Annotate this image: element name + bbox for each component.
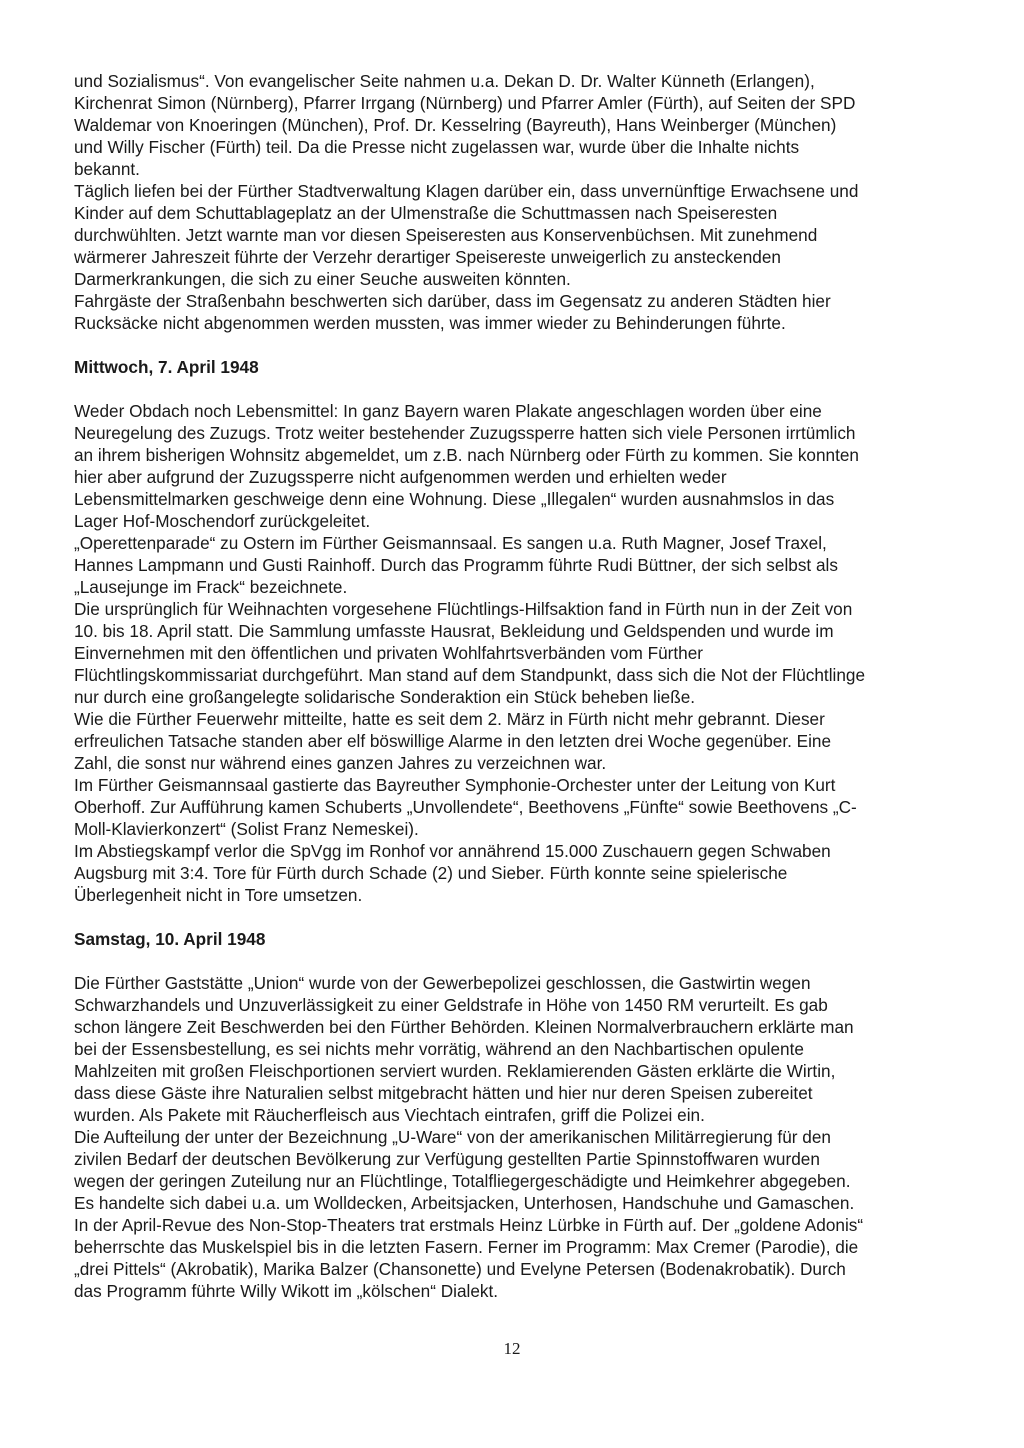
paragraph: Im Fürther Geismannsaal gastierte das Bayreuther Symphonie-Orchester unter der Leitung von Kurt Oberhoff. Zur Aufführung kamen Schuberts „Unvollendete“, Beethovens „Fünfte“ sowie Beethovens „C- Moll-Klavierkonzert“ (Solist Franz Nemeskei). [74, 775, 857, 839]
paragraph: Weder Obdach noch Lebensmittel: In ganz Bayern waren Plakate angeschlagen worden über eine Neuregelung des Zuzugs. Trotz weiter bestehender Zuzugssperre hatten sich viele Personen irrtümlich an ihrem bisherigen Wohnsitz abgemeldet, um z.B. nach Nürnberg oder Fürth zu kommen. Sie konnten hier aber aufgrund der Zuzugssperre nicht aufgenommen werden und erhielten weder Lebensmittelmarken geschweige denn eine Wohnung. Diese „Illegalen“ wurden ausnahmslos in das Lager Hof-Moschendorf zurückgeleitet. [74, 401, 859, 531]
paragraph: Die Aufteilung der unter der Bezeichnung „U-Ware“ von der amerikanischen Militärregierung für den zivilen Bedarf der deutschen Bevölkerung zur Verfügung gestellten Partie Spinnstoffwaren wurden wegen der geringen Zuteilung nur an Flüchtlinge, Totalfliegergeschädigte und Heimkehrer abgegeben. Es handelte sich dabei u.a. um Wolldecken, Arbeitsjacken, Unterhosen, Handschuhe und Gamaschen. [74, 1127, 855, 1213]
page-number: 12 [503, 1339, 521, 1358]
section-heading: Mittwoch, 7. April 1948 [74, 357, 259, 377]
paragraph: Die Fürther Gaststätte „Union“ wurde von der Gewerbepolizei geschlossen, die Gastwirtin wegen Schwarzhandels und Unzuverlässigkeit zu einer Geldstrafe in Höhe von 1450 RM verurteilt. Es gab schon längere Zeit Beschwerden bei den Fürther Behörden. Kleinen Normalverbrauchern erklärte man bei der Essensbestellung, es sei nichts mehr vorrätig, während an den Nachbartischen opulente Mahlzeiten mit großen Fleischportionen serviert wurden. Reklamierenden Gästen erklärte die Wirtin, dass diese Gäste ihre Naturalien selbst mitgebracht hätten und hier nur deren Speisen zubereitet wurden. Als Pakete mit Räucherfleisch aus Viechtach eintrafen, griff die Polizei ein. [74, 973, 854, 1125]
section-spacer [74, 334, 959, 356]
paragraph: Wie die Fürther Feuerwehr mitteilte, hatte es seit dem 2. März in Fürth nicht mehr gebrannt. Dieser erfreulichen Tatsache standen aber elf böswillige Alarme in den letzten drei Woche gegenüber. Eine Zahl, die sonst nur während eines ganzen Jahres zu verzeichnen war. [74, 709, 832, 773]
section-continuation [74, 70, 959, 334]
paragraph: Die ursprünglich für Weihnachten vorgesehene Flüchtlings-Hilfsaktion fand in Fürth nun in der Zeit von 10. bis 18. April statt. Die Sammlung umfasste Hausrat, Bekleidung und Geldspenden und wurde im Einvernehmen mit den öffentlichen und privaten Wohlfahrtsverbänden vom Fürther Flüchtlingskommissariat durchgeführt. Man stand auf dem Standpunkt, dass sich die Not der Flüchtlinge nur durch eine großangelegte solidarische Sonderaktion ein Stück beheben ließe. [74, 599, 866, 707]
section-heading: Samstag, 10. April 1948 [74, 929, 266, 949]
section-mittwoch [74, 356, 959, 906]
paragraph: Täglich liefen bei der Fürther Stadtverwaltung Klagen darüber ein, dass unvernünftige Erwachsene und Kinder auf dem Schuttablageplatz an der Ulmenstraße die Schuttmassen nach Speiseresten durchwühlten. Jetzt warnte man vor diesen Speiseresten aus Konservenbüchsen. Mit zunehmend wärmerer Jahreszeit führte der Verzehr derartiger Speisereste unweigerlich zu ansteckenden Darmerkrankungen, die sich zu einer Seuche ausweiten könnten. [74, 181, 859, 289]
paragraph: „Operettenparade“ zu Ostern im Fürther Geismannsaal. Es sangen u.a. Ruth Magner, Josef Traxel, Hannes Lampmann und Gusti Rainhoff. Durch das Programm führte Rudi Büttner, der sich selbst als „Lausejunge im Frack“ bezeichnete. [74, 533, 838, 597]
heading-spacer [74, 378, 959, 400]
section-samstag [74, 928, 959, 1302]
section-spacer [74, 906, 959, 928]
paragraph: Fahrgäste der Straßenbahn beschwerten sich darüber, dass im Gegensatz zu anderen Städten hier Rucksäcke nicht abgenommen werden mussten, was immer wieder zu Behinderungen führte. [74, 291, 831, 333]
paragraph: In der April-Revue des Non-Stop-Theaters trat erstmals Heinz Lürbke in Fürth auf. Der „goldene Adonis“ beherrschte das Muskelspiel bis in die letzten Fasern. Ferner im Programm: Max Cremer (Parodie), die „drei Pittels“ (Akrobatik), Marika Balzer (Chansonette) und Evelyne Petersen (Bodenakrobatik). Durch das Programm führte Willy Wikott im „kölschen“ Dialekt. [74, 1215, 864, 1301]
paragraph: und Sozialismus“. Von evangelischer Seite nahmen u.a. Dekan D. Dr. Walter Künneth (Erlangen), Kirchenrat Simon (Nürnberg), Pfarrer Irrgang (Nürnberg) und Pfarrer Amler (Fürth), auf Seiten der SPD Waldemar von Knoeringen (München), Prof. Dr. Kesselring (Bayreuth), Hans Weinberger (München) und Willy Fischer (Fürth) teil. Da die Presse nicht zugelassen war, wurde über die Inhalte nichts bekannt. [74, 71, 856, 179]
heading-spacer [74, 950, 959, 972]
paragraph: Im Abstiegskampf verlor die SpVgg im Ronhof vor annährend 15.000 Zuschauern gegen Schwaben Augsburg mit 3:4. Tore für Fürth durch Schade (2) und Sieber. Fürth konnte seine spielerische Überlegenheit nicht in Tore umsetzen. [74, 841, 831, 905]
document-body [74, 70, 959, 1302]
